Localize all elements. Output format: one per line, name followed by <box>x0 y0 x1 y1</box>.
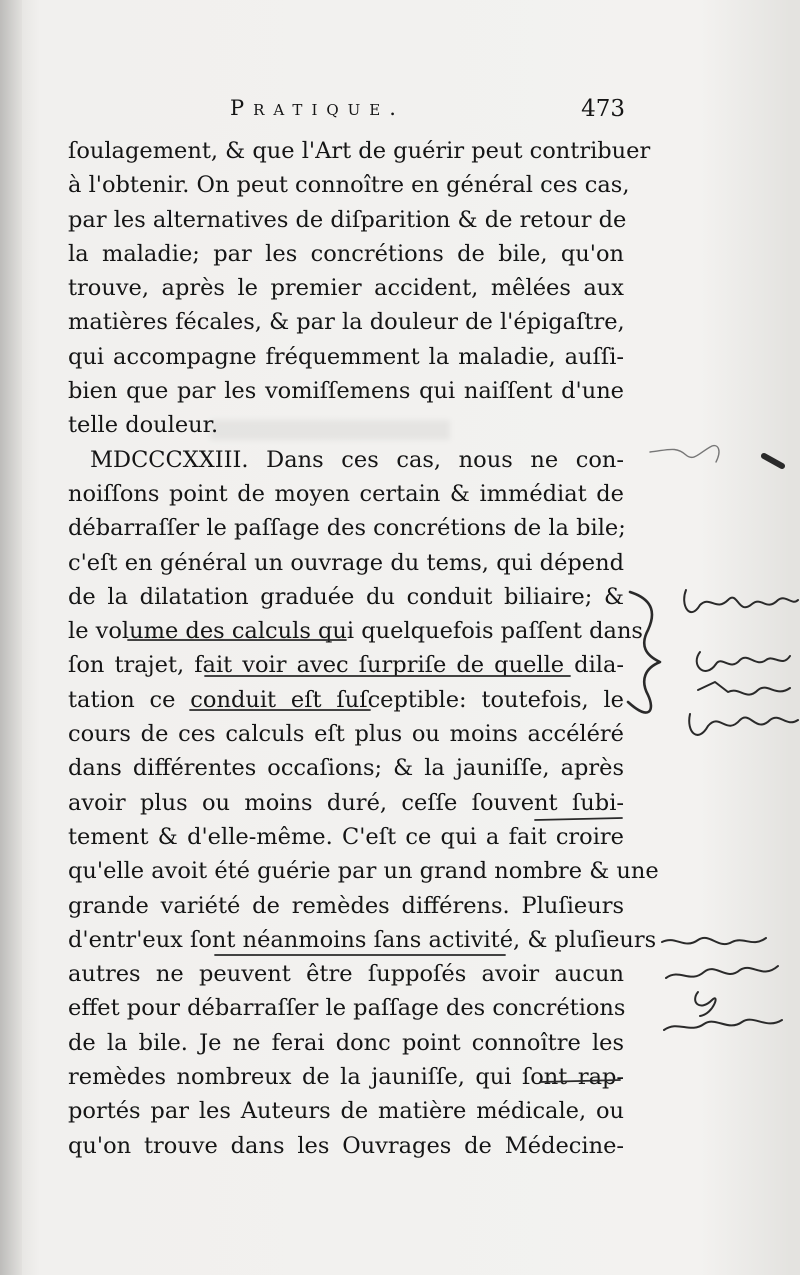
marginal-note <box>684 590 798 612</box>
marginal-note <box>695 992 715 1016</box>
text-line: qu'elle avoit été guérie par un grand nombre & une <box>68 858 659 885</box>
text-line: débarraſſer le paſſage des concrétions de la bile; <box>68 515 626 542</box>
text-line: noiſſons point de moyen certain & immédiat de <box>68 480 624 507</box>
text-line: dans différentes occaſions; & la jauniſſe, après <box>68 755 624 782</box>
text-line: matières fécales, & par la douleur de l'épigaſtre, <box>68 309 625 336</box>
text-line: effet pour débarraſſer le paſſage des concrétions <box>68 995 626 1022</box>
text-line: de la bile. Je ne ferai donc point connoître les <box>68 1029 624 1056</box>
underline-mark <box>540 1080 620 1082</box>
text-line: telle douleur. <box>68 412 219 439</box>
text-line: ſoulagement, & que l'Art de guérir peut contribuer <box>68 138 651 164</box>
underline-mark <box>535 818 622 820</box>
text-line: par les alternatives de diſparition & de retour de <box>68 206 627 233</box>
text-line: ſon trajet, fait voir avec ſurpriſe de quelle dila- <box>68 652 624 679</box>
text-line: à l'obtenir. On peut connoître en général ces cas, <box>68 172 630 199</box>
text-line: bien que par les vomiſſemens qui naiſſent d'une <box>68 378 624 405</box>
ink-blot <box>764 456 782 466</box>
page-number: 473 <box>581 96 625 122</box>
text-line: tation ce conduit eſt ſuſceptible: toutefois, le <box>68 686 624 713</box>
marginal-note <box>698 682 790 695</box>
running-title: Pratique. <box>230 96 405 120</box>
marginal-note <box>689 714 798 735</box>
text-line: c'eſt en général un ouvrage du tems, qui dépend <box>68 549 624 576</box>
text-line: tement & d'elle-même. C'eſt ce qui a fait croire <box>68 823 624 850</box>
text-line: de la dilatation graduée du conduit biliaire; & <box>68 583 624 610</box>
text-line: grande variété de remèdes différens. Pluſieurs <box>68 892 624 919</box>
text-line: qu'on trouve dans les Ouvrages de Médecine- <box>68 1132 624 1159</box>
marginal-note <box>666 966 778 978</box>
section-heading-line: MDCCCXXIII. Dans ces cas, nous ne con- <box>90 446 624 473</box>
text-line: le volume des calculs qui quelquefois paſſent dans <box>68 618 643 645</box>
text-line: autres ne peuvent être ſuppoſés avoir aucun <box>68 961 624 988</box>
pencil-mark <box>650 446 719 462</box>
brace-mark <box>628 592 660 713</box>
text-line: cours de ces calculs eſt plus ou moins accéléré <box>68 721 624 748</box>
marginal-note <box>664 1020 782 1030</box>
text-line: d'entr'eux ſont néanmoins ſans activité, & pluſieurs <box>68 926 657 953</box>
marginal-note <box>697 652 790 671</box>
text-line: trouve, après le premier accident, mêlées aux <box>68 275 624 302</box>
text-line: avoir plus ou moins duré, ceſſe ſouvent ſubi- <box>68 789 624 816</box>
marginal-note <box>662 938 766 944</box>
text-line: qui accompagne fréquemment la maladie, auſſi- <box>68 343 624 370</box>
text-line: remèdes nombreux de la jauniſſe, qui ſont rap- <box>68 1064 624 1091</box>
text-line: portés par les Auteurs de matière médicale, ou <box>68 1098 624 1125</box>
text-line: la maladie; par les concrétions de bile, qu'on <box>68 240 624 267</box>
